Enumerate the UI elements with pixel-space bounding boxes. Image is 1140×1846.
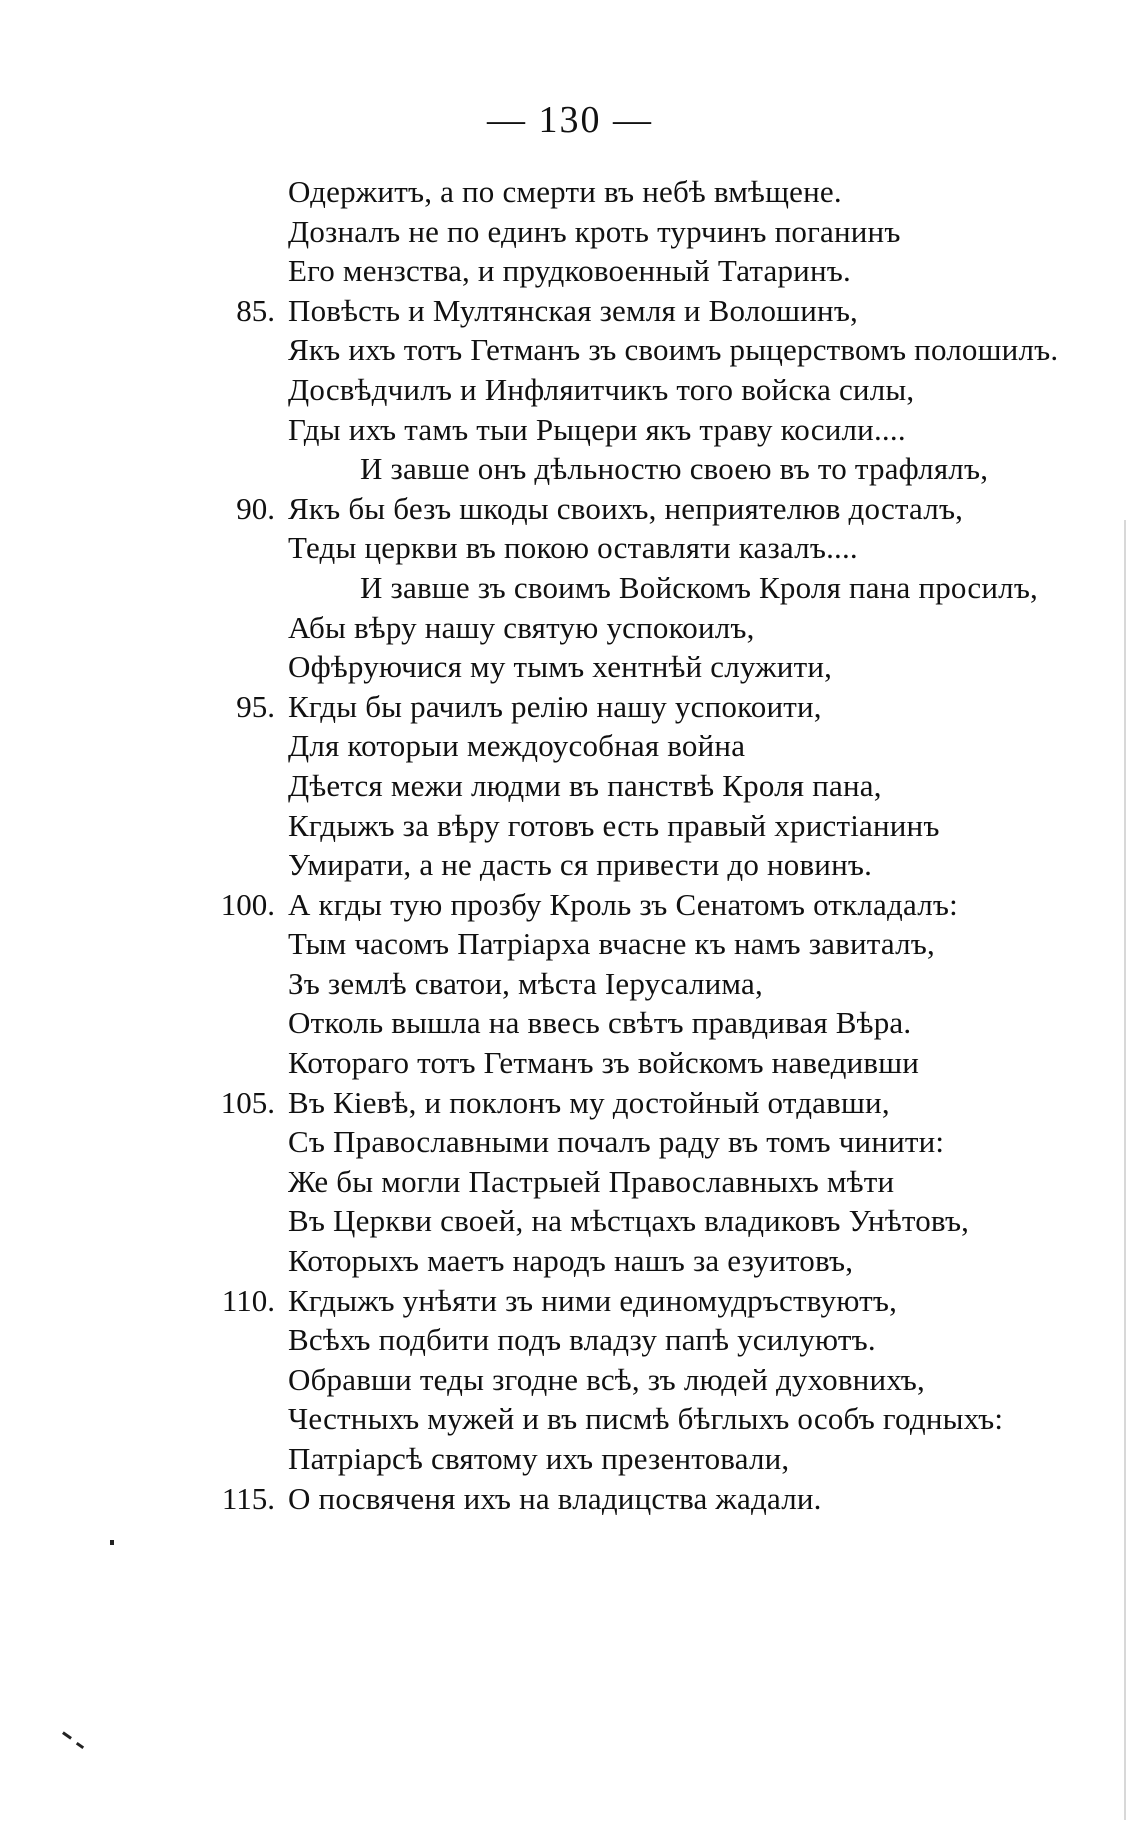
verse-line [0,330,1140,370]
line-text: И завше онъ дѣльностю своею въ то трафлялъ, [360,451,989,487]
line-text: Гды ихъ тамъ тыи Рыцери якъ траву косили.... [288,411,906,447]
line-number: 95. [236,688,275,724]
verse-block [0,172,1140,1518]
line-text: Зъ землѣ сватои, мѣста Іерусалима, [288,965,763,1001]
verse-line [0,1320,1140,1360]
line-text: О посвяченя ихъ на владицства жадали. [288,1480,822,1516]
specks [76,1742,84,1749]
line-text: Якъ ихъ тотъ Гетманъ зъ своимъ рыцерствомъ полошилъ. [288,332,1059,368]
verse-line [0,528,1140,568]
line-text: Одержитъ, а по смерти въ небѣ вмѣщене. [288,174,842,209]
verse-line [0,449,1140,489]
verse-line [0,964,1140,1004]
verse-line [0,608,1140,648]
line-text: Умирати, а не дасть ся привести до новинъ. [288,847,873,883]
page-number: — 130 — [487,99,653,141]
verse-line [0,726,1140,766]
verse-line [0,1360,1140,1400]
line-text: И завше зъ своимъ Войскомъ Кроля пана просилъ, [360,569,1039,605]
verse-line [0,370,1140,410]
line-text: Кгдыжъ за вѣру готовъ есть правый христіанинъ [288,807,940,843]
verse-line [0,172,1140,212]
line-text: Досвѣдчилъ и Инфляитчикъ того войска силы, [288,371,915,407]
verse-line [0,212,1140,252]
verse-line [0,1399,1140,1439]
line-text: Дѣется межи людми въ панствѣ Кроля пана, [288,767,882,803]
verse-line [0,845,1140,885]
line-text: Повѣсть и Мултянская земля и Волошинъ, [288,292,859,328]
line-text: Обравши теды згодне всѣ, зъ людей духовнихъ, [288,1361,925,1397]
verse-line [0,1083,1140,1123]
line-text: Для которыи междоусобная война [288,728,746,764]
line-number: 110. [221,1282,275,1318]
verse-line [0,806,1140,846]
verse-line [0,647,1140,687]
verse-line [0,1162,1140,1202]
verse-line [0,568,1140,608]
line-number: 85. [236,292,275,328]
line-text: Офѣруючися му тымъ хентнѣй служити, [288,649,833,685]
verse-line [0,924,1140,964]
specks [62,1731,72,1739]
line-text: Честныхъ мужей и въ писмѣ бѣглыхъ особъ годныхъ: [288,1401,1004,1437]
line-text: Отколь вышла на ввесь свѣтъ правдивая Вѣра. [288,1005,912,1041]
line-text: Якъ бы безъ шкоды своихъ, неприятелюв досталъ, [288,490,964,526]
verse-line [0,766,1140,806]
verse-line [0,1003,1140,1043]
line-number: 90. [236,490,275,526]
line-number: 115. [221,1480,275,1516]
line-text: Патріарсѣ святому ихъ презентовали, [288,1441,790,1476]
line-text: Въ Церкви своей, на мѣстцахъ владиковъ Унѣтовъ, [288,1203,970,1239]
line-text: Его мензства, и прудковоенный Татаринъ. [288,253,851,289]
verse-line [0,1122,1140,1162]
line-text: Всѣхъ подбити подъ владзу папѣ усилуютъ. [288,1322,876,1358]
line-text: Тым часомъ Патріарха вчасне къ намъ завиталъ, [288,926,935,962]
verse-line [0,885,1140,925]
verse-line [0,1241,1140,1281]
verse-line [0,489,1140,529]
line-text: Дозналъ не по единъ кроть турчинъ поганинъ [288,213,901,249]
verse-line [0,1479,1140,1519]
page-edge [1124,520,1126,1820]
line-text: Теды церкви въ покою оставляти казалъ.... [288,530,858,566]
verse-line [0,291,1140,331]
specks [110,1540,114,1545]
line-text: Съ Православными почалъ раду въ томъ чинити: [288,1124,945,1160]
line-number: 105. [220,1084,275,1120]
verse-line [0,1281,1140,1321]
line-text: Кгдыжъ унѣяти зъ ними единомудръствуютъ, [288,1282,898,1318]
verse-line [0,687,1140,727]
line-text: Абы вѣру нашу святую успокоилъ, [288,609,755,645]
verse-line [0,251,1140,291]
line-text: Въ Кіевѣ, и поклонъ му достойный отдавши, [288,1084,890,1120]
line-text: Которыхъ маетъ народъ нашъ за езуитовъ, [288,1243,854,1279]
verse-line [0,1043,1140,1083]
line-number: 100. [220,886,275,922]
line-text: Же бы могли Пастрыей Православныхъ мѣти [288,1163,895,1199]
verse-line [0,1439,1140,1479]
line-text: Кгды бы рачилъ релію нашу успокоити, [288,688,822,724]
verse-line [0,410,1140,450]
line-text: Котораго тотъ Гетманъ зъ войскомъ наведивши [288,1045,920,1081]
verse-line [0,1201,1140,1241]
line-text: А кгды тую прозбу Кроль зъ Сенатомъ откладалъ: [288,886,958,922]
